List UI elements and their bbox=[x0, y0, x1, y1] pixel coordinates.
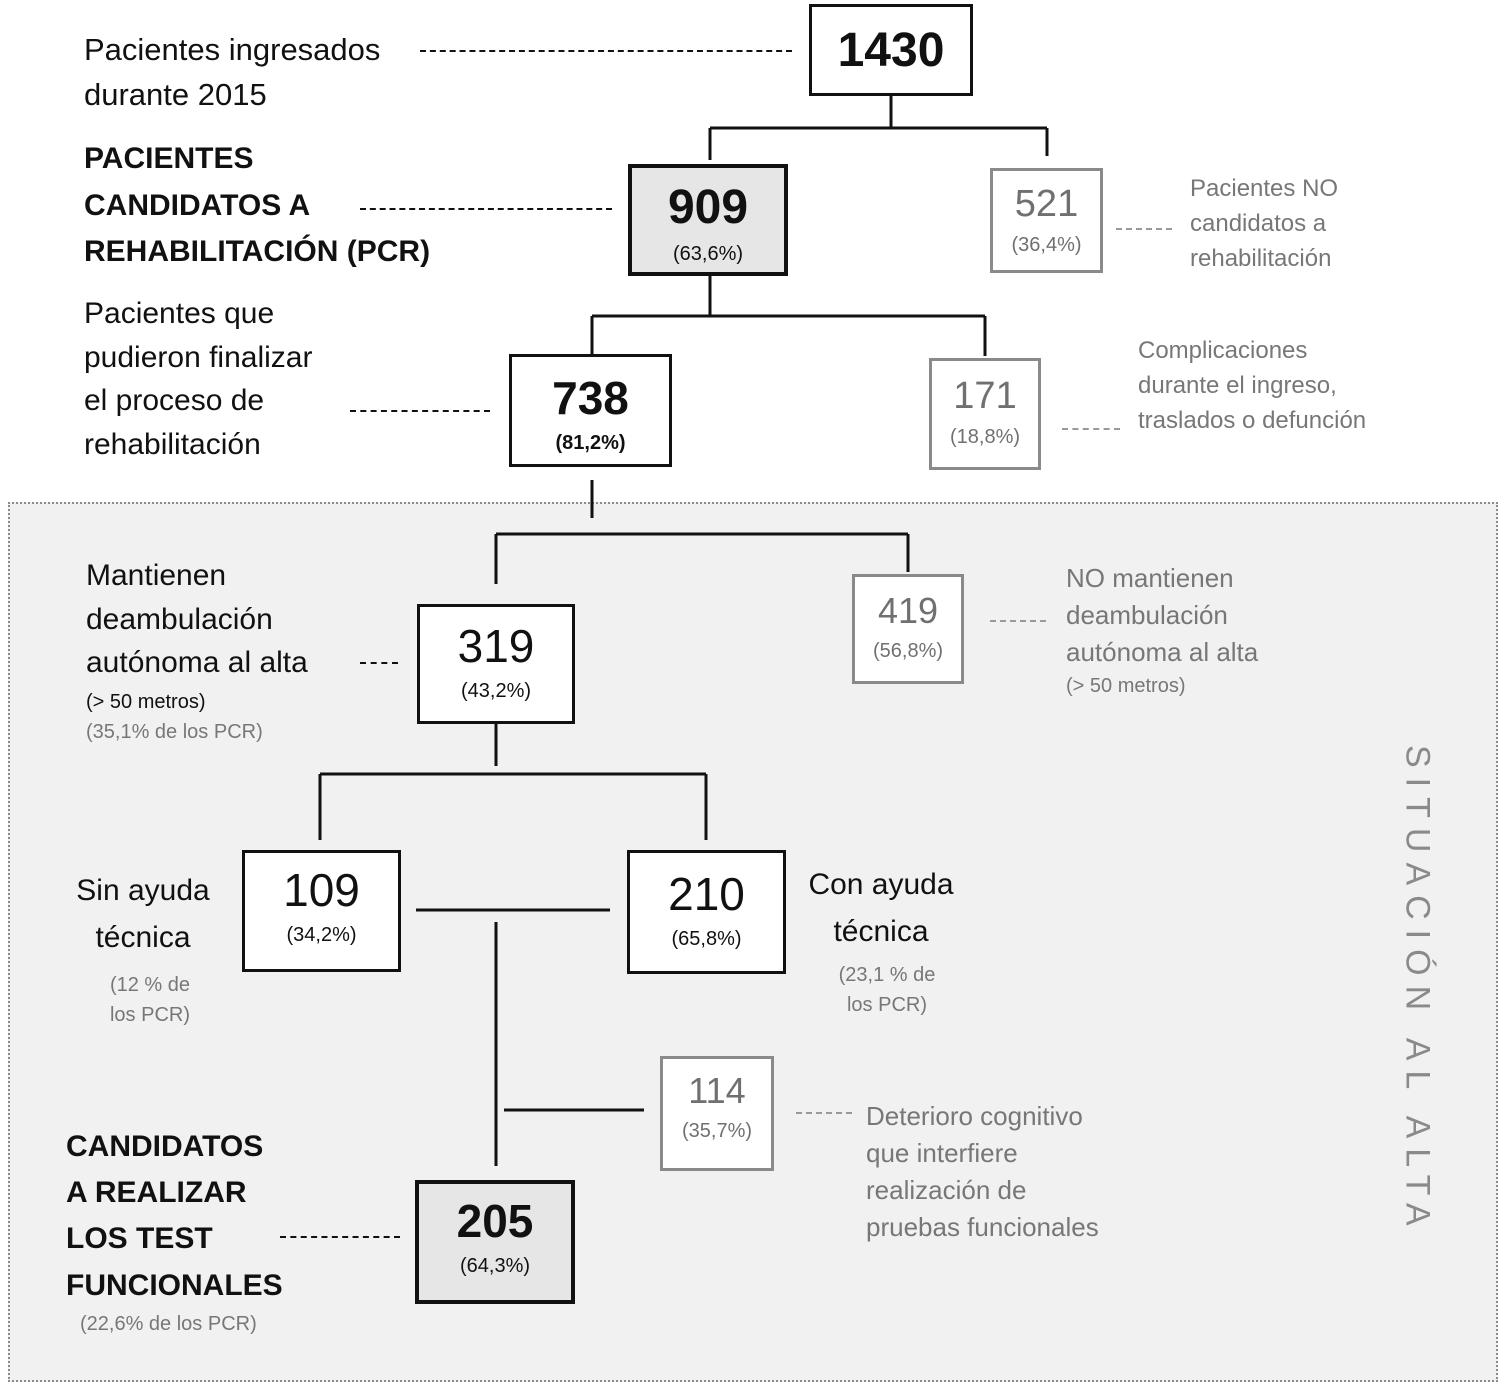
label-deterioro bbox=[866, 1098, 1099, 1246]
node-value: 319 bbox=[457, 620, 535, 672]
node-value: 210 bbox=[668, 868, 745, 920]
node-171 bbox=[929, 358, 1041, 470]
label-line: rehabilitación bbox=[1190, 244, 1332, 272]
dashed-leader bbox=[990, 620, 1046, 622]
node-percent: (81,2%) bbox=[555, 432, 626, 454]
node-percent: (56,8%) bbox=[872, 640, 944, 662]
dashed-leader bbox=[796, 1112, 852, 1114]
label-line: Mantienen bbox=[86, 559, 227, 592]
label-candidatos-test bbox=[66, 1124, 283, 1309]
label-line: FUNCIONALES bbox=[66, 1268, 283, 1302]
node-value: 171 bbox=[953, 375, 1017, 417]
connector-319-split bbox=[320, 724, 706, 840]
node-percent: (65,8%) bbox=[671, 928, 742, 950]
label-line: Pacientes NO bbox=[1190, 175, 1339, 202]
label-line: Pacientes que bbox=[84, 297, 275, 330]
label-finalizan bbox=[84, 292, 312, 466]
node-percent: (18,8%) bbox=[949, 426, 1021, 448]
label-complicaciones bbox=[1138, 334, 1366, 438]
label-line: traslados o defunción bbox=[1138, 406, 1367, 434]
node-114 bbox=[660, 1056, 774, 1171]
connector-738-split bbox=[496, 480, 908, 584]
node-738 bbox=[509, 354, 672, 467]
label-line: rehabilitación bbox=[84, 427, 261, 461]
dashed-leader bbox=[360, 208, 612, 210]
label-line: durante el ingreso, bbox=[1138, 371, 1337, 399]
label-line: que interfiere bbox=[866, 1137, 1018, 1168]
label-mantienen-note: (35,1% de los PCR) bbox=[86, 721, 263, 743]
label-line: deambulación bbox=[1066, 599, 1228, 630]
dashed-leader bbox=[1116, 228, 1172, 230]
node-value: 109 bbox=[283, 864, 360, 916]
node-value: 521 bbox=[1014, 183, 1079, 225]
dashed-leader bbox=[280, 1236, 400, 1238]
label-line: los PCR) bbox=[846, 994, 927, 1016]
node-value: 909 bbox=[667, 181, 749, 234]
node-319 bbox=[417, 604, 575, 724]
node-109 bbox=[242, 850, 401, 972]
label-line: técnica bbox=[833, 914, 929, 948]
label-line: el proceso de bbox=[84, 384, 265, 417]
label-line: NO mantienen bbox=[1066, 563, 1234, 593]
label-line: CANDIDATOS bbox=[66, 1130, 264, 1163]
label-line: pudieron finalizar bbox=[84, 340, 313, 374]
label-sin-ayuda bbox=[72, 868, 214, 961]
label-line: (12 % de bbox=[109, 974, 191, 996]
label-line: técnica bbox=[95, 920, 191, 954]
label-no-pcr bbox=[1190, 172, 1338, 276]
node-percent: (35,7%) bbox=[681, 1120, 753, 1142]
label-line: Complicaciones bbox=[1138, 337, 1308, 364]
label-line: CANDIDATOS A bbox=[84, 188, 311, 222]
node-909 bbox=[628, 164, 788, 276]
label-line: (23,1 % de bbox=[838, 964, 936, 986]
label-line: Sin ayuda bbox=[76, 874, 210, 907]
node-value: 205 bbox=[456, 1195, 534, 1247]
node-value: 738 bbox=[552, 372, 629, 424]
dashed-leader bbox=[1062, 428, 1120, 430]
dashed-leader bbox=[360, 662, 398, 664]
label-line: A REALIZAR bbox=[66, 1176, 247, 1210]
label-mantienen bbox=[86, 554, 308, 685]
label-line: durante 2015 bbox=[84, 76, 267, 112]
label-line: LOS TEST bbox=[66, 1222, 213, 1256]
node-percent: (64,3%) bbox=[459, 1255, 531, 1277]
connector-assist-merge bbox=[416, 910, 610, 1166]
node-1430 bbox=[809, 4, 973, 96]
node-value: 114 bbox=[688, 1070, 746, 1111]
label-pcr bbox=[84, 136, 430, 276]
section-title-vertical bbox=[1372, 744, 1462, 1236]
label-line: Con ayuda bbox=[808, 868, 954, 901]
label-line: pruebas funcionales bbox=[866, 1211, 1099, 1242]
connector-pcr-split bbox=[592, 276, 985, 356]
label-line: realización de bbox=[866, 1174, 1027, 1205]
node-percent: (36,4%) bbox=[1011, 234, 1082, 256]
label-line: Pacientes ingresados bbox=[84, 32, 381, 67]
dashed-leader bbox=[350, 410, 490, 412]
label-con-ayuda-note bbox=[820, 960, 954, 1020]
node-210 bbox=[627, 850, 786, 974]
node-percent: (63,6%) bbox=[672, 243, 744, 265]
dashed-leader bbox=[420, 50, 792, 52]
label-line: autónoma al alta bbox=[1066, 636, 1259, 667]
node-percent: (34,2%) bbox=[286, 924, 357, 946]
node-419 bbox=[852, 574, 964, 684]
node-percent: (43,2%) bbox=[460, 680, 532, 702]
label-line: autónoma al alta bbox=[86, 646, 308, 679]
label-mantienen-sub: (> 50 metros) bbox=[86, 691, 206, 713]
label-line: Deterioro cognitivo bbox=[866, 1101, 1083, 1131]
label-sin-ayuda-note bbox=[90, 970, 210, 1030]
label-candidatos-test-note: (22,6% de los PCR) bbox=[80, 1313, 257, 1335]
node-value: 419 bbox=[877, 590, 939, 631]
node-521 bbox=[990, 168, 1103, 273]
section-title-text: SITUACIÓN AL ALTA bbox=[1398, 744, 1437, 1236]
node-value: 1430 bbox=[837, 24, 945, 77]
label-no-mantienen bbox=[1066, 560, 1258, 671]
label-ingresados bbox=[84, 28, 380, 118]
label-con-ayuda bbox=[798, 862, 964, 955]
label-line: REHABILITACIÓN (PCR) bbox=[84, 235, 431, 268]
connector-total-split bbox=[710, 96, 1047, 160]
label-line: candidatos a bbox=[1190, 209, 1327, 237]
label-no-mantienen-sub: (> 50 metros) bbox=[1066, 675, 1186, 697]
label-line: deambulación bbox=[86, 602, 273, 636]
node-205 bbox=[415, 1180, 575, 1304]
label-line: los PCR) bbox=[109, 1004, 190, 1026]
label-line: PACIENTES bbox=[84, 142, 254, 175]
